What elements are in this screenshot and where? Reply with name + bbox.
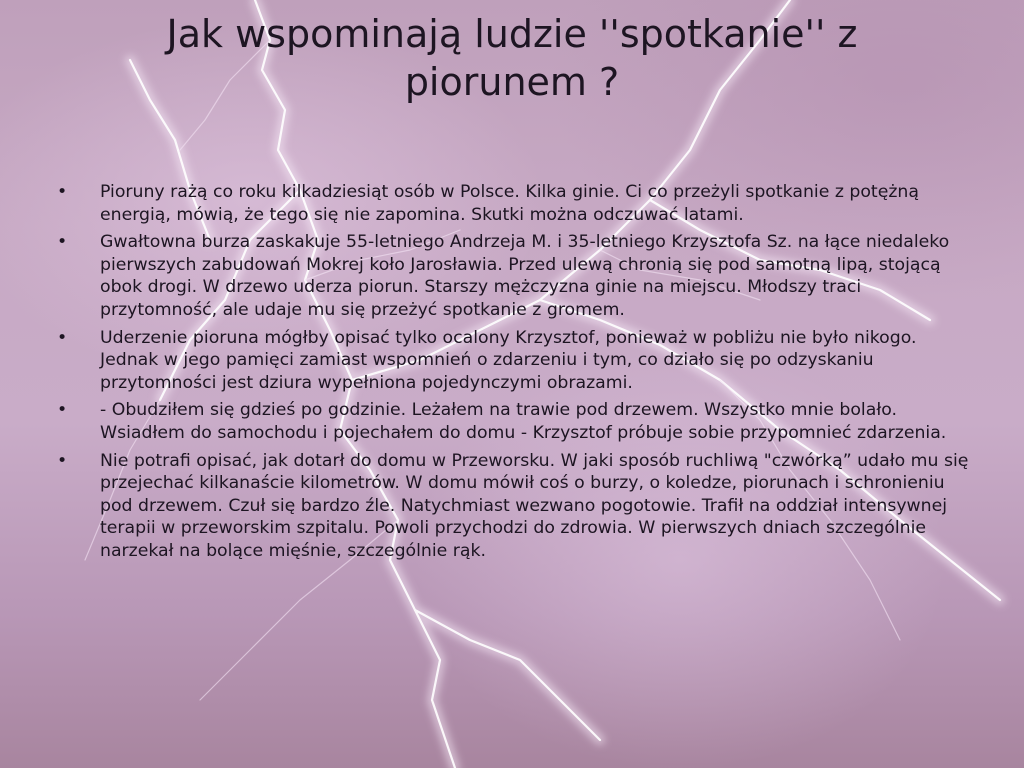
list-item — [55, 181, 975, 226]
bullet-list — [55, 181, 975, 568]
bullet-icon: • — [57, 232, 68, 253]
list-item-text: Gwałtowna burza zaskakuje 55-letniego Andrzeja M. i 35-letniego Krzysztofa Sz. na łące niedaleko pierwszych zabudowań Mokrej koło Jarosławia. Przed ulewą chronią się pod samotną lipą, stojącą obok drogi. W drzewo uderza piorun. Starszy mężczyzna ginie na miejscu. Młodszy traci przytomność, ale udaje mu się przeżyć spotkanie z gromem. — [100, 232, 950, 320]
list-item — [55, 231, 975, 321]
bullet-icon: • — [57, 400, 68, 421]
bullet-icon: • — [57, 327, 68, 348]
list-item-text: Uderzenie pioruna mógłby opisać tylko ocalony Krzysztof, ponieważ w pobliżu nie było nikogo. Jednak w jego pamięci zamiast wspomnień o zdarzeniu i tym, co działo się po odzyskaniu przytomności jest dziura wypełniona pojedynczymi obrazami. — [100, 327, 917, 393]
slide-title: Jak wspominają ludzie ''spotkanie'' z piorunem ? — [166, 12, 858, 104]
bullet-icon: • — [57, 450, 68, 471]
list-item-text: Pioruny rażą co roku kilkadziesiąt osób w Polsce. Kilka ginie. Ci co przeżyli spotkanie z potężną energią, mówią, że tego się nie zapomina. Skutki można odczuwać latami. — [100, 182, 919, 225]
list-item-text: Nie potrafi opisać, jak dotarł do domu w Przeworsku. W jaki sposób ruchliwą "czwórką” udało mu się przejechać kilkanaście kilometrów. W domu mówił coś o burzy, o koledze, piorunach i schronieniu pod drzewem. Czuł się bardzo źle. Natychmiast wezwano pogotowie. Trafił na oddział intensywnej terapii w przeworskim szpitalu. Powoli przychodzi do zdrowia. W pierwszych dniach szczególnie narzekał na bolące mięśnie, szczególnie rąk. — [100, 450, 969, 561]
list-item — [55, 450, 975, 563]
list-item — [55, 327, 975, 395]
list-item-text: - Obudziłem się gdzieś po godzinie. Leżałem na trawie pod drzewem. Wszystko mnie bolało. Wsiadłem do samochodu i pojechałem do domu - Krzysztof próbuje sobie przypomnieć zdarzenia. — [100, 400, 947, 443]
bullet-icon: • — [57, 182, 68, 202]
list-item — [55, 399, 975, 444]
